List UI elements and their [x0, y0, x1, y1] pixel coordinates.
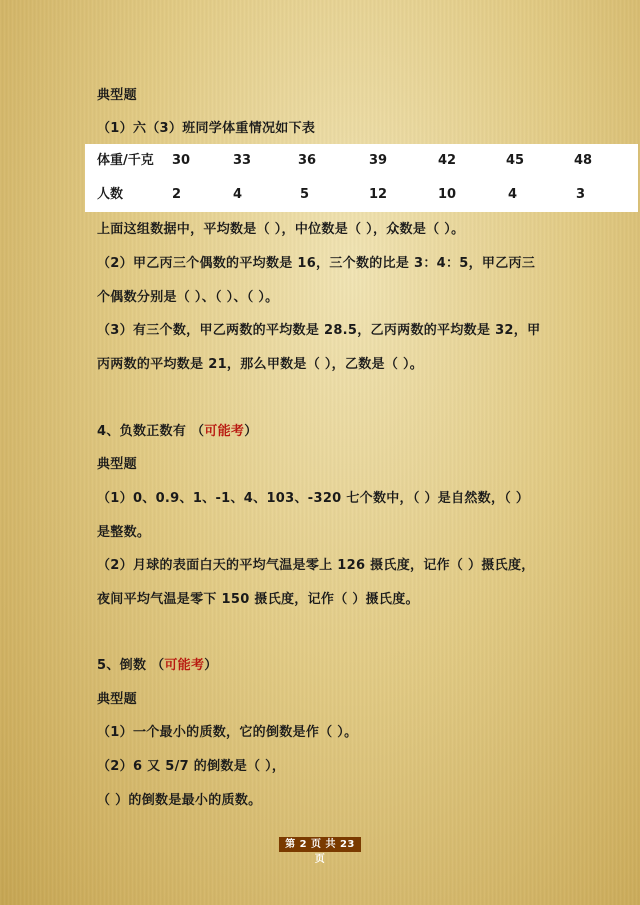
section-heading-4 [97, 424, 258, 440]
section-heading-5 [97, 658, 218, 674]
table-cell: 4 [508, 187, 518, 202]
question-text: （2）甲乙丙三个偶数的平均数是 16，三个数的比是 3：4：5，甲乙丙三 [97, 256, 536, 271]
table-cell: 10 [438, 187, 457, 202]
weight-table [85, 144, 638, 212]
likely-tag: 可能考 [164, 658, 205, 673]
question-text: 丙两数的平均数是 21，那么甲数是（ ），乙数是（ ）。 [97, 357, 424, 372]
table-row2-label: 人数 [97, 187, 124, 202]
page-number-footer: 第 2 页 共 23 页 [279, 837, 361, 852]
question-text: （1）六（3）班同学体重情况如下表 [97, 121, 316, 136]
table-cell: 12 [369, 187, 388, 202]
table-cell: 39 [369, 153, 388, 168]
table-cell: 3 [576, 187, 586, 202]
question-text: （1）一个最小的质数，它的倒数是作（ ）。 [97, 725, 358, 740]
table-cell: 33 [233, 153, 252, 168]
table-cell: 2 [172, 187, 182, 202]
table-cell: 48 [574, 153, 593, 168]
section-heading-close: ） [204, 658, 218, 673]
table-cell: 45 [506, 153, 525, 168]
question-text: 夜间平均气温是零下 150 摄氏度，记作（ ）摄氏度。 [97, 592, 419, 607]
question-text: 上面这组数据中，平均数是（ ），中位数是（ ），众数是（ ）。 [97, 222, 465, 237]
heading-typical-2: 典型题 [97, 457, 137, 472]
question-text: （2）6 又 5/7 的倒数是（ ）， [97, 759, 286, 774]
table-row1-label: 体重/千克 [97, 153, 154, 168]
heading-typical-1: 典型题 [97, 88, 137, 103]
question-text: （3）有三个数，甲乙两数的平均数是 28.5，乙丙两数的平均数是 32，甲 [97, 323, 541, 338]
question-text: （1）0、0.9、1、-1、4、103、-320 七个数中，（ ）是自然数，（ ） [97, 491, 530, 506]
heading-typical-3: 典型题 [97, 692, 137, 707]
table-cell: 5 [300, 187, 310, 202]
likely-tag: 可能考 [204, 424, 245, 439]
question-text: 个偶数分别是（ ）、（ ）、（ ）。 [97, 290, 279, 305]
question-text: 是整数。 [97, 525, 151, 540]
table-cell: 42 [438, 153, 457, 168]
table-cell: 4 [233, 187, 243, 202]
question-text: （2）月球的表面白天的平均气温是零上 126 摄氏度，记作（ ）摄氏度， [97, 558, 535, 573]
question-text: （ ）的倒数是最小的质数。 [97, 793, 262, 808]
table-cell: 36 [298, 153, 317, 168]
section-heading-close: ） [244, 424, 258, 439]
table-cell: 30 [172, 153, 191, 168]
section-heading-text: 5、倒数 （ [97, 658, 165, 673]
section-heading-text: 4、负数正数有 （ [97, 424, 205, 439]
